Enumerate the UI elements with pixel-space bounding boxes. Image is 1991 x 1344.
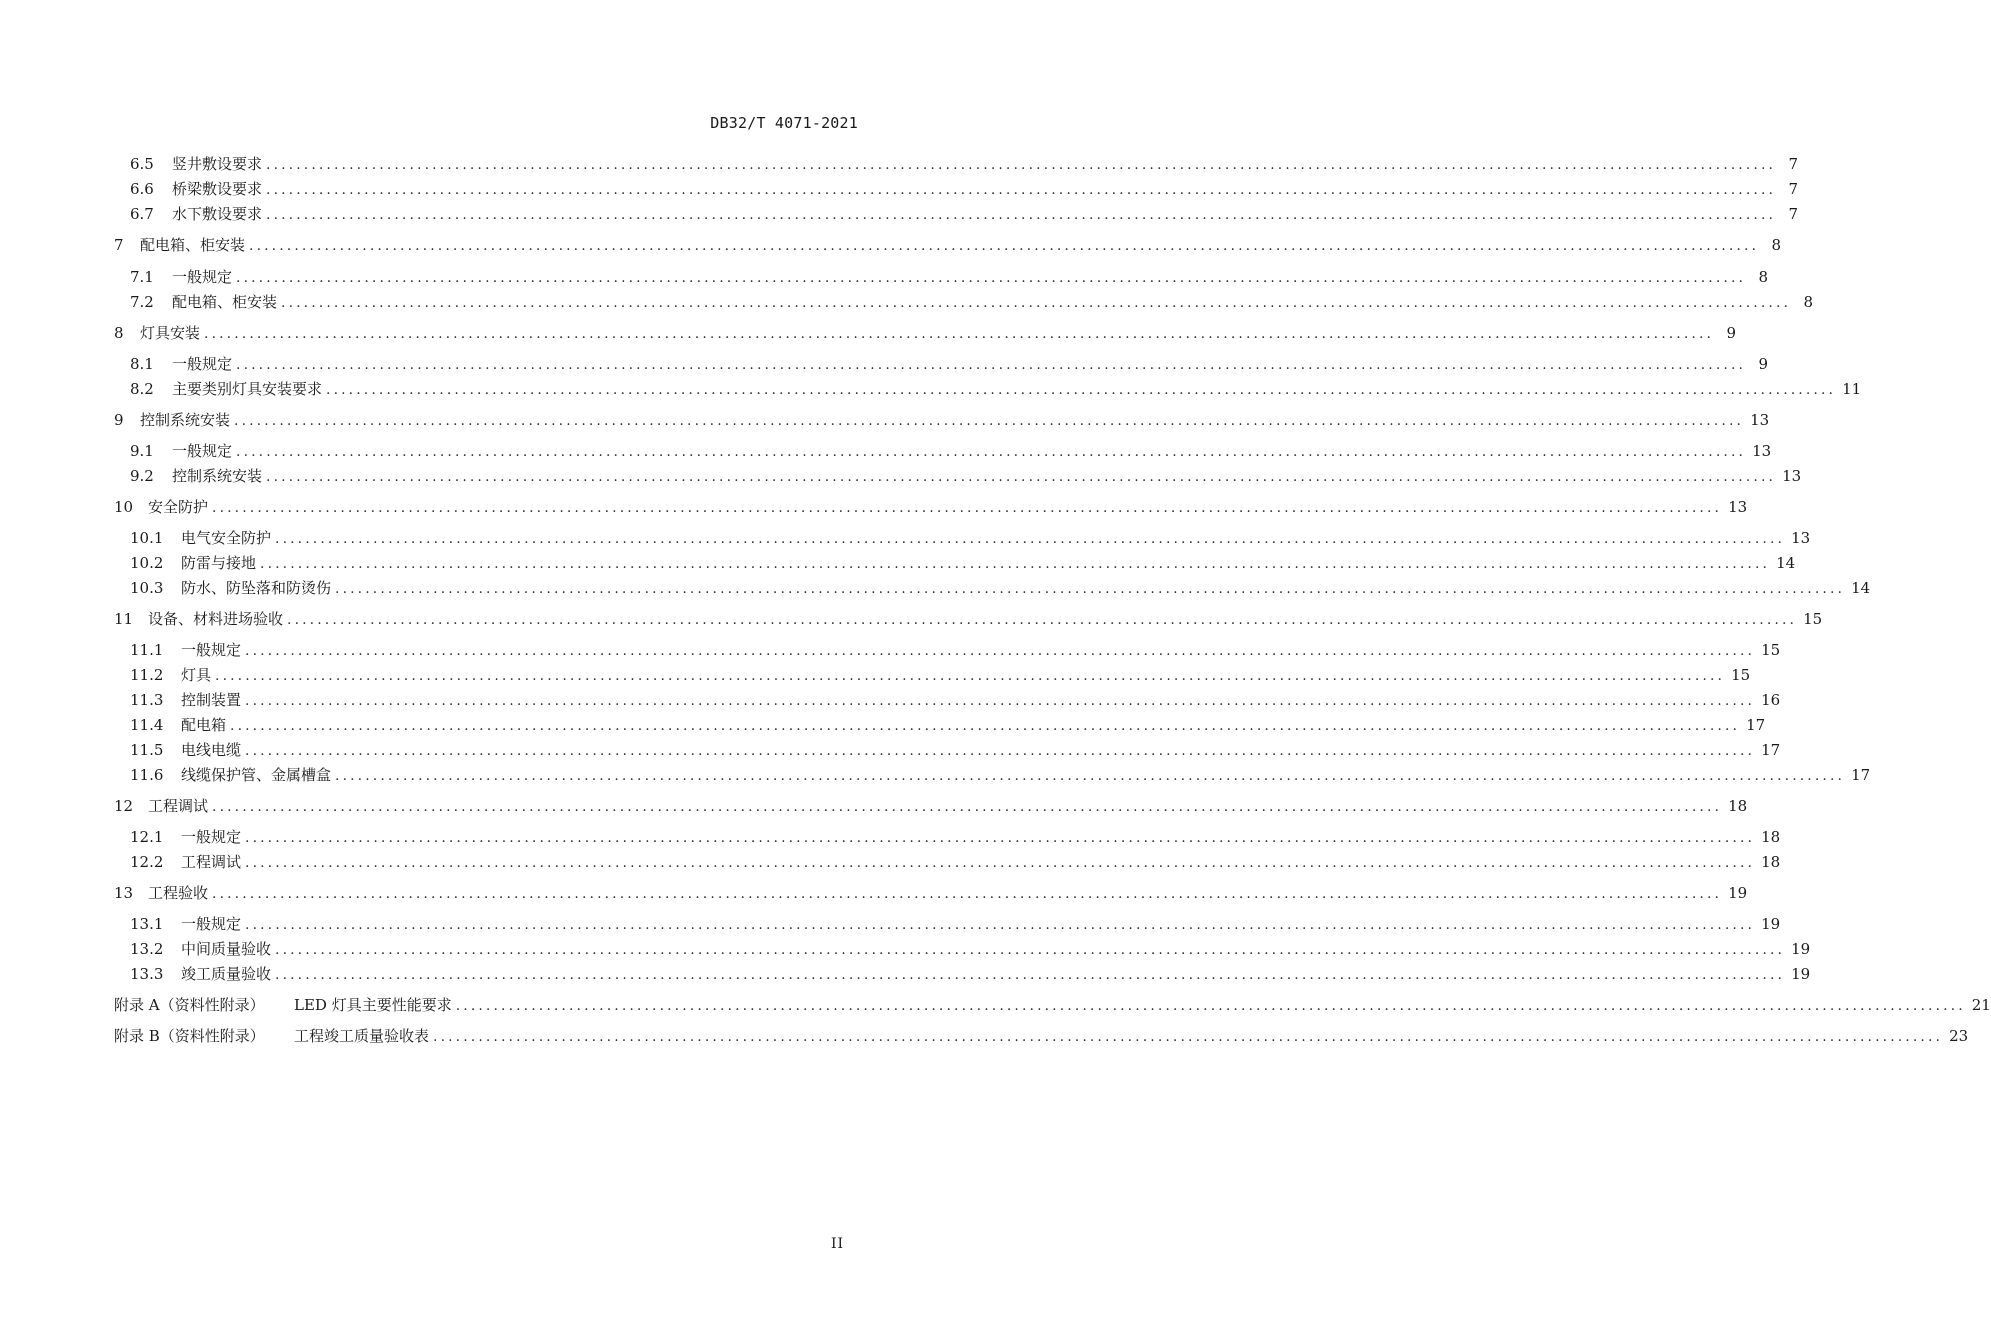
toc-entry[interactable] bbox=[130, 827, 1781, 847]
toc-dot-leader: ........................................................................................................................................................................................................ bbox=[212, 886, 1723, 902]
toc-entry-number: 10.3 bbox=[130, 579, 164, 597]
toc-entry-page: 14 bbox=[1851, 579, 1871, 597]
toc-dot-leader: ........................................................................................................................................................................................................ bbox=[326, 382, 1837, 398]
toc-dot-leader: ........................................................................................................................................................................................................ bbox=[245, 693, 1756, 709]
toc-dot-leader: ........................................................................................................................................................................................................ bbox=[275, 942, 1786, 958]
toc-entry-page: 18 bbox=[1728, 797, 1748, 815]
toc-entry-title: 桥梁敷设要求 bbox=[172, 180, 263, 198]
toc-entry-page: 21 bbox=[1971, 996, 1991, 1014]
toc-entry[interactable] bbox=[130, 466, 1802, 486]
toc-entry-number: 8.1 bbox=[130, 355, 154, 373]
toc-entry-title: 一般规定 bbox=[181, 828, 242, 846]
toc-entry-page: 18 bbox=[1761, 828, 1781, 846]
toc-entry[interactable] bbox=[130, 379, 1862, 399]
toc-entry-number: 9.1 bbox=[130, 442, 154, 460]
toc-dot-leader: ........................................................................................................................................................................................................ bbox=[245, 643, 1756, 659]
toc-dot-leader: ........................................................................................................................................................................................................ bbox=[212, 500, 1723, 516]
toc-dot-leader: ........................................................................................................................................................................................................ bbox=[245, 855, 1756, 871]
toc-entry-page: 23 bbox=[1949, 1027, 1969, 1045]
toc-entry-page: 19 bbox=[1761, 915, 1781, 933]
toc-entry-number: 12 bbox=[114, 797, 134, 815]
toc-entry-number: 11.5 bbox=[130, 741, 164, 759]
toc-entry[interactable] bbox=[130, 441, 1772, 461]
toc-dot-leader: ........................................................................................................................................................................................................ bbox=[245, 830, 1756, 846]
toc-dot-leader: ........................................................................................................................................................................................................ bbox=[236, 270, 1747, 286]
toc-entry-number: 10.1 bbox=[130, 529, 164, 547]
document-code: DB32/T 4071-2021 bbox=[710, 114, 858, 132]
toc-dot-leader: ........................................................................................................................................................................................................ bbox=[275, 531, 1786, 547]
toc-entry-page: 13 bbox=[1752, 442, 1772, 460]
toc-entry-page: 7 bbox=[1788, 205, 1799, 223]
toc-dot-leader: ........................................................................................................................................................................................................ bbox=[245, 743, 1756, 759]
toc-entry-title: 电线电缆 bbox=[181, 741, 242, 759]
toc-entry-title: 中间质量验收 bbox=[181, 940, 272, 958]
toc-entry-title: 配电箱 bbox=[181, 716, 227, 734]
toc-entry-page: 11 bbox=[1842, 380, 1862, 398]
toc-entry-title: 水下敷设要求 bbox=[172, 205, 263, 223]
toc-dot-leader: ........................................................................................................................................................................................................ bbox=[212, 799, 1723, 815]
toc-entry[interactable] bbox=[130, 765, 1871, 785]
toc-entry[interactable] bbox=[130, 690, 1781, 710]
toc-entry-number: 13.2 bbox=[130, 940, 164, 958]
toc-entry-number: 13 bbox=[114, 884, 134, 902]
toc-entry-page: 8 bbox=[1758, 268, 1769, 286]
toc-entry[interactable] bbox=[130, 740, 1781, 760]
toc-entry-page: 14 bbox=[1776, 554, 1796, 572]
page-number: II bbox=[830, 1236, 844, 1252]
toc-entry-number: 10 bbox=[114, 498, 134, 516]
toc-entry[interactable] bbox=[130, 354, 1769, 374]
toc-entry-number: 11.2 bbox=[130, 666, 164, 684]
toc-entry-number: 9 bbox=[114, 411, 124, 429]
toc-entry-title: LED 灯具主要性能要求 bbox=[294, 996, 452, 1014]
toc-entry-title: 配电箱、柜安装 bbox=[140, 236, 246, 254]
toc-entry-title: 设备、材料进场验收 bbox=[148, 610, 284, 628]
toc-entry-title: 一般规定 bbox=[172, 268, 233, 286]
toc-entry-title: 配电箱、柜安装 bbox=[172, 293, 278, 311]
toc-dot-leader: ........................................................................................................................................................................................................ bbox=[204, 326, 1715, 342]
toc-entry-page: 9 bbox=[1726, 324, 1737, 342]
toc-dot-leader: ........................................................................................................................................................................................................ bbox=[335, 768, 1846, 784]
toc-entry-page: 17 bbox=[1851, 766, 1871, 784]
toc-entry-title: 一般规定 bbox=[181, 641, 242, 659]
toc-entry-page: 17 bbox=[1761, 741, 1781, 759]
toc-entry[interactable] bbox=[130, 939, 1811, 959]
toc-entry-title: 一般规定 bbox=[181, 915, 242, 933]
toc-entry-page: 15 bbox=[1803, 610, 1823, 628]
toc-entry-title: 电气安全防护 bbox=[181, 529, 272, 547]
toc-entry[interactable] bbox=[114, 609, 1823, 629]
toc-entry-page: 17 bbox=[1746, 716, 1766, 734]
toc-entry-number: 7 bbox=[114, 236, 124, 254]
toc-entry-number: 8.2 bbox=[130, 380, 154, 398]
toc-dot-leader: ........................................................................................................................................................................................................ bbox=[433, 1029, 1944, 1045]
toc-entry-page: 19 bbox=[1728, 884, 1748, 902]
toc-dot-leader: ........................................................................................................................................................................................................ bbox=[215, 668, 1726, 684]
toc-dot-leader: ........................................................................................................................................................................................................ bbox=[266, 207, 1777, 223]
toc-dot-leader: ........................................................................................................................................................................................................ bbox=[281, 295, 1792, 311]
toc-entry-page: 13 bbox=[1728, 498, 1748, 516]
toc-entry-title: 控制装置 bbox=[181, 691, 242, 709]
toc-dot-leader: ........................................................................................................................................................................................................ bbox=[234, 413, 1745, 429]
toc-entry-title: 一般规定 bbox=[172, 355, 233, 373]
toc-entry-number: 6.6 bbox=[130, 180, 154, 198]
toc-entry-number: 13.1 bbox=[130, 915, 164, 933]
toc-entry-page: 13 bbox=[1750, 411, 1770, 429]
toc-entry-title: 工程竣工质量验收表 bbox=[294, 1027, 430, 1045]
toc-entry-number: 附录 A（资料性附录） bbox=[114, 996, 265, 1014]
toc-entry[interactable] bbox=[130, 267, 1769, 287]
toc-entry[interactable] bbox=[130, 964, 1811, 984]
toc-entry-number: 11.3 bbox=[130, 691, 164, 709]
toc-entry-title: 控制系统安装 bbox=[172, 467, 263, 485]
toc-entry-page: 15 bbox=[1731, 666, 1751, 684]
toc-dot-leader: ........................................................................................................................................................................................................ bbox=[266, 157, 1777, 173]
toc-entry-title: 线缆保护管、金属槽盒 bbox=[181, 766, 332, 784]
toc-entry-number: 附录 B（资料性附录） bbox=[114, 1027, 265, 1045]
toc-entry[interactable] bbox=[130, 528, 1811, 548]
toc-entry-title: 控制系统安装 bbox=[140, 411, 231, 429]
toc-entry-page: 8 bbox=[1803, 293, 1814, 311]
toc-entry-number: 13.3 bbox=[130, 965, 164, 983]
toc-entry-title: 工程调试 bbox=[148, 797, 209, 815]
toc-appendix-entry[interactable] bbox=[114, 995, 1991, 1015]
toc-entry-number: 12.2 bbox=[130, 853, 164, 871]
toc-entry-title: 一般规定 bbox=[172, 442, 233, 460]
toc-entry-page: 15 bbox=[1761, 641, 1781, 659]
toc-entry[interactable] bbox=[130, 665, 1751, 685]
toc-entry[interactable] bbox=[114, 235, 1782, 255]
toc-entry[interactable] bbox=[114, 323, 1737, 343]
toc-entry[interactable] bbox=[130, 640, 1781, 660]
toc-dot-leader: ........................................................................................................................................................................................................ bbox=[275, 967, 1786, 983]
toc-entry-page: 13 bbox=[1782, 467, 1802, 485]
toc-entry[interactable] bbox=[130, 914, 1781, 934]
toc-entry-title: 安全防护 bbox=[148, 498, 209, 516]
toc-entry-title: 竖井敷设要求 bbox=[172, 155, 263, 173]
toc-entry-page: 19 bbox=[1791, 965, 1811, 983]
toc-entry-number: 6.7 bbox=[130, 205, 154, 223]
toc-entry[interactable] bbox=[130, 715, 1766, 735]
toc-entry-title: 防雷与接地 bbox=[181, 554, 257, 572]
toc-entry-number: 6.5 bbox=[130, 155, 154, 173]
toc-dot-leader: ........................................................................................................................................................................................................ bbox=[249, 238, 1760, 254]
toc-entry-page: 13 bbox=[1791, 529, 1811, 547]
toc-entry[interactable] bbox=[130, 292, 1814, 312]
toc-entry-number: 11.1 bbox=[130, 641, 164, 659]
toc-entry[interactable] bbox=[114, 410, 1770, 430]
toc-entry-number: 11.6 bbox=[130, 766, 164, 784]
toc-entry[interactable] bbox=[130, 179, 1799, 199]
toc-dot-leader: ........................................................................................................................................................................................................ bbox=[236, 444, 1747, 460]
toc-entry[interactable] bbox=[114, 796, 1748, 816]
toc-entry-number: 11 bbox=[114, 610, 134, 628]
toc-entry-title: 工程调试 bbox=[181, 853, 242, 871]
toc-entry-page: 7 bbox=[1788, 155, 1799, 173]
toc-entry[interactable] bbox=[114, 497, 1748, 517]
toc-entry-title: 工程验收 bbox=[148, 884, 209, 902]
toc-entry[interactable] bbox=[130, 553, 1796, 573]
toc-dot-leader: ........................................................................................................................................................................................................ bbox=[287, 612, 1798, 628]
toc-entry-title: 灯具 bbox=[181, 666, 212, 684]
toc-entry[interactable] bbox=[130, 852, 1781, 872]
toc-entry-page: 18 bbox=[1761, 853, 1781, 871]
toc-entry-number: 10.2 bbox=[130, 554, 164, 572]
toc-dot-leader: ........................................................................................................................................................................................................ bbox=[230, 718, 1741, 734]
toc-entry-number: 8 bbox=[114, 324, 124, 342]
toc-entry-number: 12.1 bbox=[130, 828, 164, 846]
toc-dot-leader: ........................................................................................................................................................................................................ bbox=[335, 581, 1846, 597]
toc-dot-leader: ........................................................................................................................................................................................................ bbox=[236, 357, 1747, 373]
toc-entry-title: 竣工质量验收 bbox=[181, 965, 272, 983]
toc-dot-leader: ........................................................................................................................................................................................................ bbox=[455, 998, 1966, 1014]
toc-entry[interactable] bbox=[130, 578, 1871, 598]
toc-entry-page: 7 bbox=[1788, 180, 1799, 198]
toc-entry-number: 7.2 bbox=[130, 293, 154, 311]
toc-appendix-entry[interactable] bbox=[114, 1026, 1969, 1046]
toc-entry[interactable] bbox=[130, 204, 1799, 224]
toc-entry[interactable] bbox=[114, 883, 1748, 903]
toc-dot-leader: ........................................................................................................................................................................................................ bbox=[245, 917, 1756, 933]
toc-entry-title: 主要类别灯具安装要求 bbox=[172, 380, 323, 398]
toc-entry-page: 16 bbox=[1761, 691, 1781, 709]
toc-entry-title: 防水、防坠落和防烫伤 bbox=[181, 579, 332, 597]
toc-dot-leader: ........................................................................................................................................................................................................ bbox=[260, 556, 1771, 572]
toc-dot-leader: ........................................................................................................................................................................................................ bbox=[266, 469, 1777, 485]
toc-entry-number: 11.4 bbox=[130, 716, 164, 734]
toc-entry-number: 9.2 bbox=[130, 467, 154, 485]
toc-entry-number: 7.1 bbox=[130, 268, 154, 286]
toc-entry-title: 灯具安装 bbox=[140, 324, 201, 342]
toc-entry-page: 19 bbox=[1791, 940, 1811, 958]
toc-entry-page: 9 bbox=[1758, 355, 1769, 373]
toc-entry-page: 8 bbox=[1771, 236, 1782, 254]
toc-dot-leader: ........................................................................................................................................................................................................ bbox=[266, 182, 1777, 198]
toc-entry[interactable] bbox=[130, 154, 1799, 174]
